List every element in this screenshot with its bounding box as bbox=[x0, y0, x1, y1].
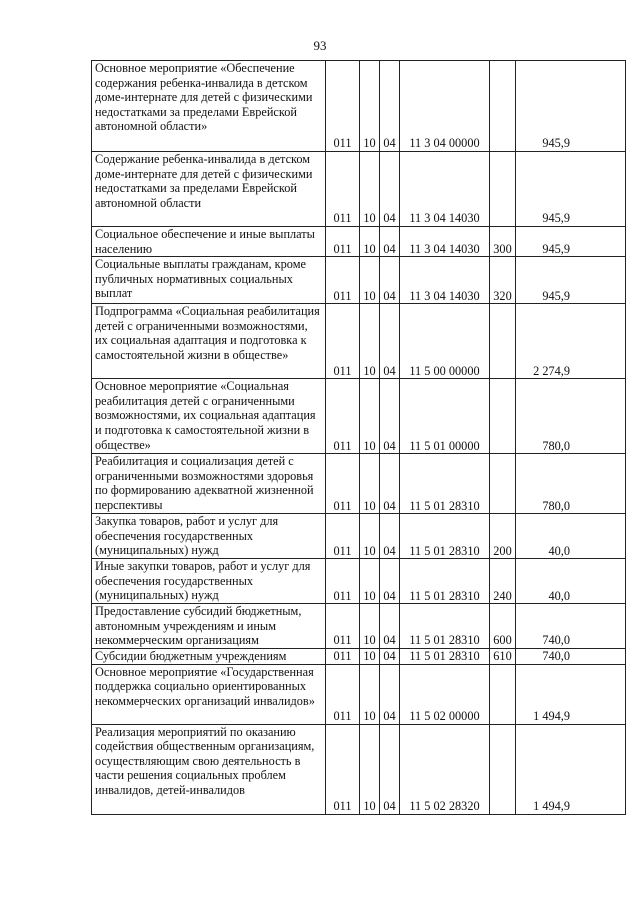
row-expense-type-code bbox=[490, 61, 516, 152]
row-expense-type-code bbox=[490, 152, 516, 227]
row-description: Социальные выплаты гражданам, кроме публичных нормативных социальных выплат bbox=[92, 257, 326, 304]
row-grbs-code: 011 bbox=[326, 559, 360, 604]
row-section-code: 10 bbox=[360, 604, 380, 649]
row-section-code: 10 bbox=[360, 227, 380, 257]
row-section-code: 10 bbox=[360, 61, 380, 152]
row-amount: 945,9 bbox=[516, 152, 626, 227]
row-description: Закупка товаров, работ и услуг для обеспечения государственных (муниципальных) нужд bbox=[92, 514, 326, 559]
table-row bbox=[92, 257, 626, 304]
row-subsection-code: 04 bbox=[380, 379, 400, 454]
row-expense-type-code: 320 bbox=[490, 257, 516, 304]
row-grbs-code: 011 bbox=[326, 648, 360, 664]
row-expense-type-code: 610 bbox=[490, 648, 516, 664]
row-target-article-code: 11 5 01 28310 bbox=[400, 648, 490, 664]
row-subsection-code: 04 bbox=[380, 559, 400, 604]
row-grbs-code: 011 bbox=[326, 664, 360, 724]
row-subsection-code: 04 bbox=[380, 454, 400, 514]
row-amount: 40,0 bbox=[516, 559, 626, 604]
table-row bbox=[92, 304, 626, 379]
row-section-code: 10 bbox=[360, 379, 380, 454]
row-target-article-code: 11 5 02 00000 bbox=[400, 664, 490, 724]
row-expense-type-code: 600 bbox=[490, 604, 516, 649]
budget-table bbox=[91, 60, 626, 815]
row-subsection-code: 04 bbox=[380, 227, 400, 257]
row-subsection-code: 04 bbox=[380, 664, 400, 724]
table-row bbox=[92, 604, 626, 649]
row-target-article-code: 11 5 01 28310 bbox=[400, 604, 490, 649]
row-section-code: 10 bbox=[360, 648, 380, 664]
row-amount: 2 274,9 bbox=[516, 304, 626, 379]
table-row bbox=[92, 152, 626, 227]
table-row bbox=[92, 664, 626, 724]
table-row bbox=[92, 379, 626, 454]
row-description: Основное мероприятие «Обеспечение содержания ребенка-инвалида в детском доме-интернате для детей с физическими недостатками за пределами Еврейской автономной области» bbox=[92, 61, 326, 152]
row-target-article-code: 11 5 01 28310 bbox=[400, 559, 490, 604]
row-section-code: 10 bbox=[360, 664, 380, 724]
table-row bbox=[92, 514, 626, 559]
row-amount: 40,0 bbox=[516, 514, 626, 559]
row-subsection-code: 04 bbox=[380, 514, 400, 559]
row-expense-type-code bbox=[490, 664, 516, 724]
row-description: Предоставление субсидий бюджетным, автономным учреждениям и иным некоммерческим организациям bbox=[92, 604, 326, 649]
row-subsection-code: 04 bbox=[380, 152, 400, 227]
row-amount: 1 494,9 bbox=[516, 664, 626, 724]
row-expense-type-code bbox=[490, 724, 516, 814]
row-grbs-code: 011 bbox=[326, 304, 360, 379]
table-body bbox=[92, 61, 626, 815]
page-number: 93 bbox=[313, 38, 327, 53]
row-target-article-code: 11 5 01 28310 bbox=[400, 454, 490, 514]
row-target-article-code: 11 3 04 00000 bbox=[400, 61, 490, 152]
row-subsection-code: 04 bbox=[380, 604, 400, 649]
row-description: Основное мероприятие «Государственная поддержка социально ориентированных некоммерческих организаций инвалидов» bbox=[92, 664, 326, 724]
row-section-code: 10 bbox=[360, 559, 380, 604]
row-grbs-code: 011 bbox=[326, 514, 360, 559]
row-target-article-code: 11 3 04 14030 bbox=[400, 227, 490, 257]
table-row bbox=[92, 454, 626, 514]
row-grbs-code: 011 bbox=[326, 257, 360, 304]
row-amount: 1 494,9 bbox=[516, 724, 626, 814]
row-section-code: 10 bbox=[360, 152, 380, 227]
row-expense-type-code bbox=[490, 304, 516, 379]
row-target-article-code: 11 5 00 00000 bbox=[400, 304, 490, 379]
row-subsection-code: 04 bbox=[380, 724, 400, 814]
row-expense-type-code: 200 bbox=[490, 514, 516, 559]
row-target-article-code: 11 5 01 28310 bbox=[400, 514, 490, 559]
row-description: Содержание ребенка-инвалида в детском доме-интернате для детей с физическими недостатками за пределами Еврейской автономной области bbox=[92, 152, 326, 227]
row-amount: 780,0 bbox=[516, 379, 626, 454]
row-grbs-code: 011 bbox=[326, 379, 360, 454]
row-target-article-code: 11 5 01 00000 bbox=[400, 379, 490, 454]
row-subsection-code: 04 bbox=[380, 257, 400, 304]
row-subsection-code: 04 bbox=[380, 304, 400, 379]
row-expense-type-code: 240 bbox=[490, 559, 516, 604]
row-grbs-code: 011 bbox=[326, 724, 360, 814]
row-amount: 945,9 bbox=[516, 61, 626, 152]
row-description: Подпрограмма «Социальная реабилитация детей с ограниченными возможностями, их социальная адаптация и подготовка к самостоятельной жизни в обществе» bbox=[92, 304, 326, 379]
row-section-code: 10 bbox=[360, 514, 380, 559]
row-amount: 945,9 bbox=[516, 227, 626, 257]
row-description: Реализация мероприятий по оказанию содействия общественным организациям, осуществляющим свою деятельность в части решения социальных проблем инвалидов, детей-инвалидов bbox=[92, 724, 326, 814]
table-row bbox=[92, 648, 626, 664]
row-section-code: 10 bbox=[360, 454, 380, 514]
row-grbs-code: 011 bbox=[326, 604, 360, 649]
row-amount: 740,0 bbox=[516, 648, 626, 664]
row-target-article-code: 11 5 02 28320 bbox=[400, 724, 490, 814]
row-amount: 780,0 bbox=[516, 454, 626, 514]
row-description: Социальное обеспечение и иные выплаты населению bbox=[92, 227, 326, 257]
row-amount: 740,0 bbox=[516, 604, 626, 649]
table-row bbox=[92, 61, 626, 152]
table-row bbox=[92, 724, 626, 814]
row-description: Реабилитация и социализация детей с ограниченными возможностями здоровья по формированию адекватной жизненной перспективы bbox=[92, 454, 326, 514]
row-section-code: 10 bbox=[360, 724, 380, 814]
row-grbs-code: 011 bbox=[326, 227, 360, 257]
row-description: Иные закупки товаров, работ и услуг для обеспечения государственных (муниципальных) нужд bbox=[92, 559, 326, 604]
row-subsection-code: 04 bbox=[380, 648, 400, 664]
row-expense-type-code: 300 bbox=[490, 227, 516, 257]
table-row bbox=[92, 559, 626, 604]
table-row bbox=[92, 227, 626, 257]
row-expense-type-code bbox=[490, 454, 516, 514]
row-target-article-code: 11 3 04 14030 bbox=[400, 257, 490, 304]
row-description: Основное мероприятие «Социальная реабилитация детей с ограниченными возможностями, их социальная адаптация и подготовка к самостоятельной жизни в обществе» bbox=[92, 379, 326, 454]
row-target-article-code: 11 3 04 14030 bbox=[400, 152, 490, 227]
row-grbs-code: 011 bbox=[326, 454, 360, 514]
row-subsection-code: 04 bbox=[380, 61, 400, 152]
row-section-code: 10 bbox=[360, 257, 380, 304]
row-section-code: 10 bbox=[360, 304, 380, 379]
row-grbs-code: 011 bbox=[326, 61, 360, 152]
row-amount: 945,9 bbox=[516, 257, 626, 304]
row-description: Субсидии бюджетным учреждениям bbox=[92, 648, 326, 664]
row-grbs-code: 011 bbox=[326, 152, 360, 227]
row-expense-type-code bbox=[490, 379, 516, 454]
